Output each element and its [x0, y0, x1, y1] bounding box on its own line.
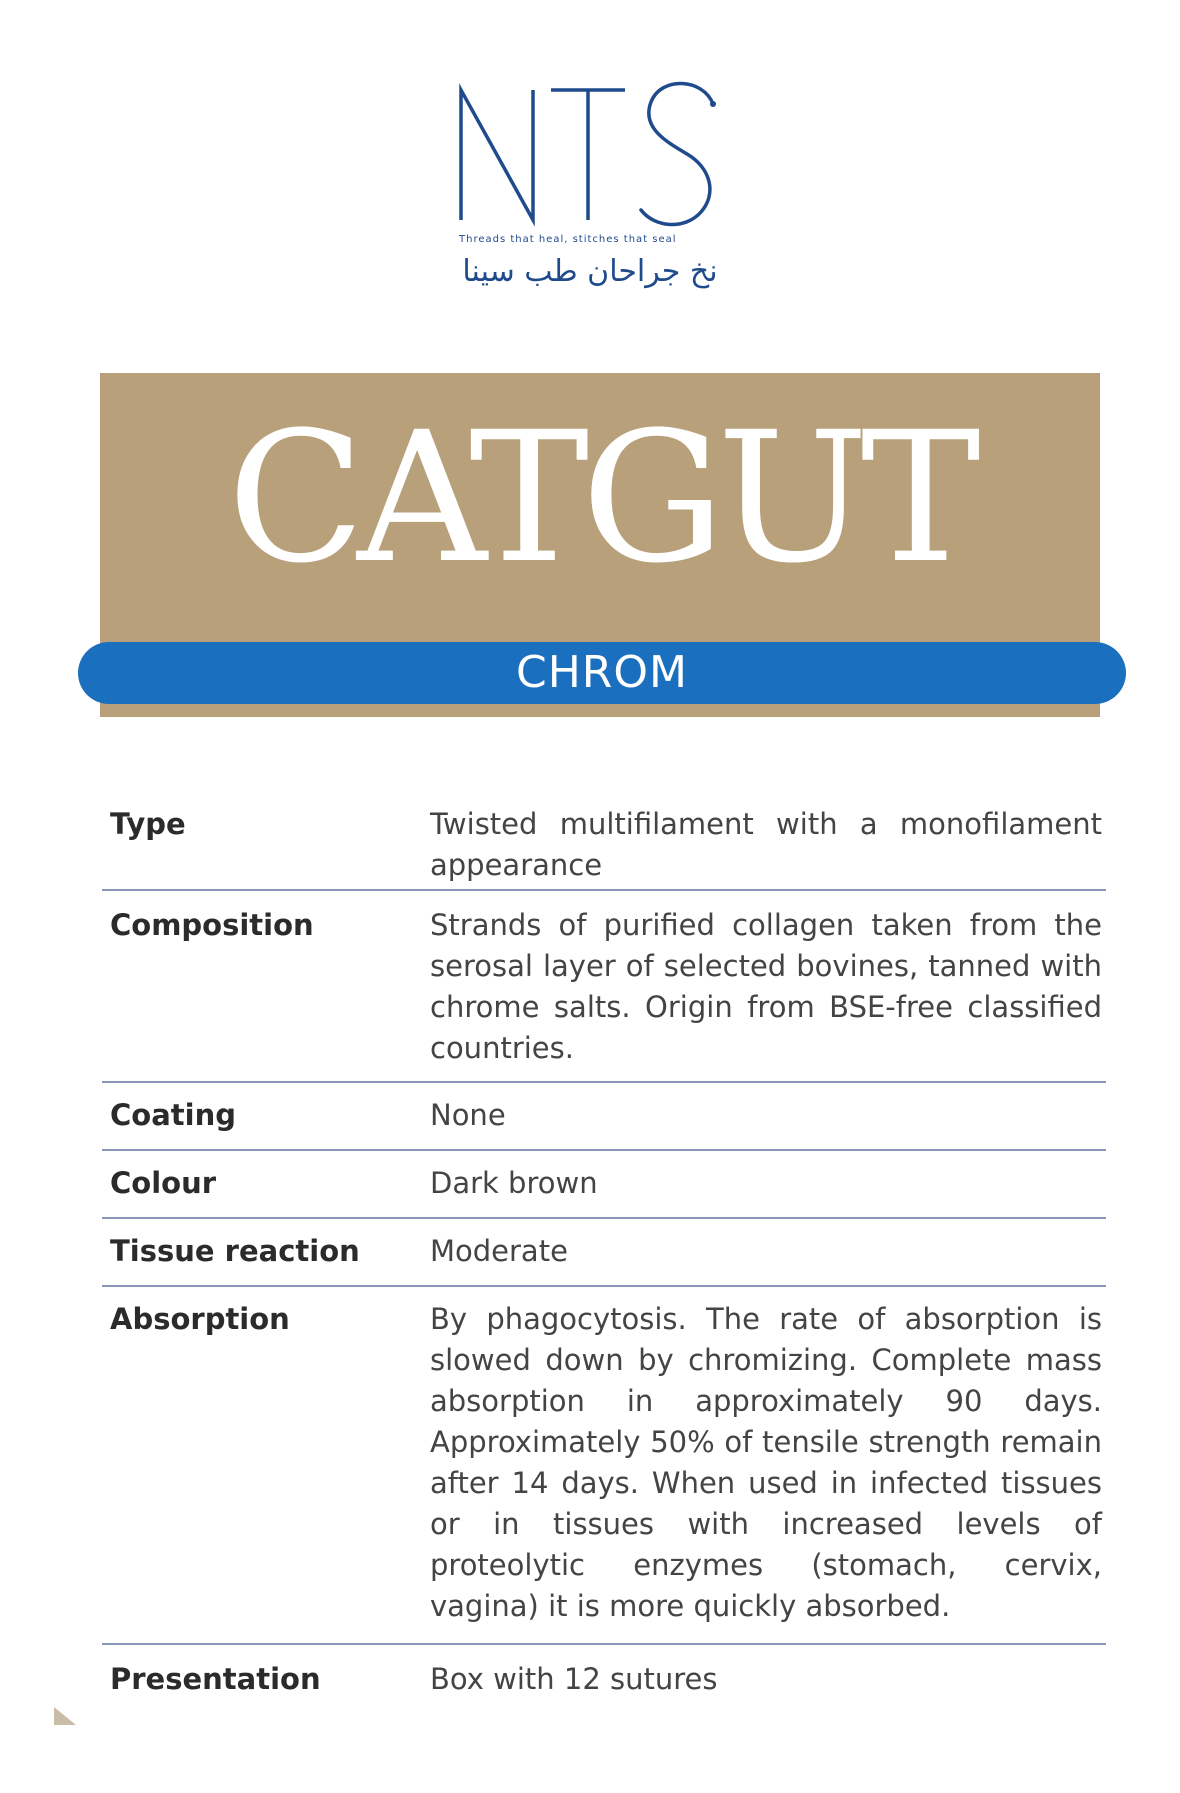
product-variant-pill — [78, 642, 1126, 704]
spec-value: Dark brown — [430, 1166, 598, 1200]
spec-label: Colour — [110, 1166, 217, 1200]
brand-logo — [455, 70, 735, 310]
spec-label: Type — [110, 807, 186, 841]
spec-value: Strands of purified collagen taken from the serosal layer of selected bovines, tanned with chrome salts. Origin from BSE-free classified countries. — [430, 908, 1102, 1065]
spec-value: Twisted multifilament with a monofilament appearance — [430, 807, 1102, 882]
product-variant-label: CHROM — [516, 647, 688, 698]
spec-value: None — [430, 1098, 506, 1132]
spec-value: Moderate — [430, 1234, 568, 1268]
spec-table — [102, 800, 1106, 1715]
spec-row-presentation — [102, 1645, 1106, 1715]
nts-logo-letters — [455, 70, 725, 240]
spec-row-absorption — [102, 1287, 1106, 1645]
corner-triangle-icon — [54, 1707, 76, 1725]
spec-value: Box with 12 sutures — [430, 1662, 718, 1696]
logo-tagline: Threads that heal, stitches that seal — [459, 234, 677, 245]
product-title: CATGUT — [227, 394, 973, 603]
spec-value: By phagocytosis. The rate of absorption is slowed down by chromizing. Complete mass absorption in approximately 90 days. Approximately 50% of tensile strength remain after 14 days. When used in infected tissues or in tissues with increased levels of proteolytic enzymes (stomach, cervix, vagina) it is more quickly absorbed. — [430, 1302, 1102, 1623]
spec-label: Presentation — [110, 1662, 321, 1696]
spec-row-tissue-reaction — [102, 1219, 1106, 1287]
spec-row-coating — [102, 1083, 1106, 1151]
logo-arabic-text: نخ جراحان طب سینا — [462, 254, 718, 289]
spec-row-composition — [102, 891, 1106, 1083]
spec-row-type — [102, 800, 1106, 891]
spec-label: Coating — [110, 1098, 236, 1132]
spec-label: Absorption — [110, 1302, 290, 1336]
spec-label: Composition — [110, 908, 314, 942]
spec-label: Tissue reaction — [110, 1234, 360, 1268]
spec-row-colour — [102, 1151, 1106, 1219]
